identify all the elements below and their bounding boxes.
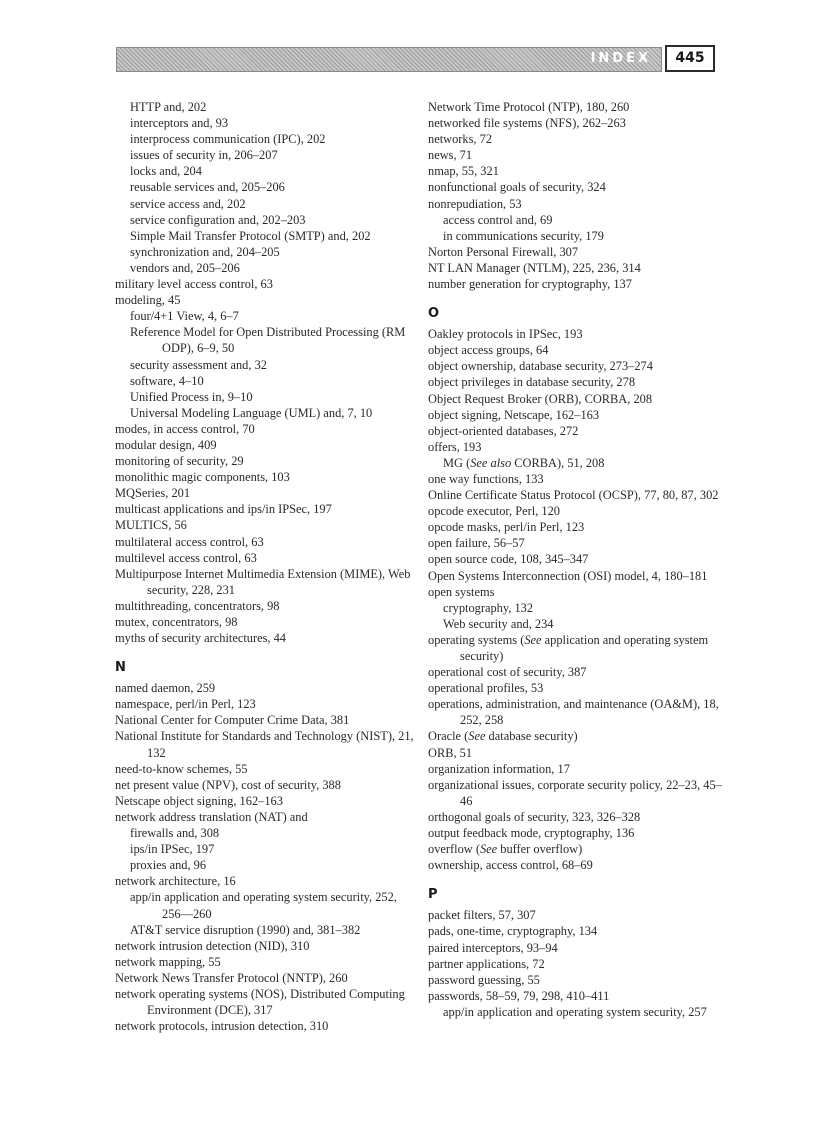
index-entry: object ownership, database security, 273–274 — [428, 359, 653, 374]
index-entry: opcode executor, Perl, 120 — [428, 504, 560, 519]
entry-text: Oracle ( — [428, 729, 469, 744]
index-subentry: ips/in IPSec, 197 — [130, 842, 215, 857]
index-entry: pads, one-time, cryptography, 134 — [428, 924, 598, 939]
index-entry — [428, 632, 728, 664]
index-entry: namespace, perl/in Perl, 123 — [115, 697, 256, 712]
index-entry: need-to-know schemes, 55 — [115, 761, 248, 776]
index-entry: net present value (NPV), cost of security, 388 — [115, 777, 341, 792]
index-subentry: access control and, 69 — [443, 212, 553, 227]
index-subentry: service access and, 202 — [130, 196, 246, 211]
index-subentry: AT&T service disruption (1990) and, 381–382 — [130, 922, 361, 937]
cross-reference: See — [524, 632, 542, 647]
index-entry: object privileges in database security, 278 — [428, 375, 636, 390]
index-entry: NT LAN Manager (NTLM), 225, 236, 314 — [428, 260, 641, 275]
index-subentry: proxies and, 96 — [130, 858, 207, 873]
index-subentry: interceptors and, 93 — [130, 116, 229, 131]
index-entry: network architecture, 16 — [115, 874, 236, 889]
index-entry: myths of security architectures, 44 — [115, 631, 287, 646]
index-entry: ORB, 51 — [428, 745, 473, 760]
index-subentry: locks and, 204 — [130, 164, 202, 179]
index-entry: monitoring of security, 29 — [115, 454, 244, 469]
index-entry: Object Request Broker (ORB), CORBA, 208 — [428, 391, 653, 406]
index-subentry: Universal Modeling Language (UML) and, 7, 10 — [130, 405, 373, 420]
index-entry: operations, administration, and maintenance (OA&M), 18, 252, 258 — [428, 697, 719, 728]
index-entry: network intrusion detection (NID), 310 — [115, 938, 310, 953]
index-entry: orthogonal goals of security, 323, 326–328 — [428, 809, 641, 824]
index-subentry: synchronization and, 204–205 — [130, 244, 280, 259]
index-subentry: firewalls and, 308 — [130, 826, 220, 841]
index-entry: organization information, 17 — [428, 761, 570, 776]
cross-reference: See — [479, 842, 498, 857]
index-column-right — [428, 99, 728, 1020]
index-entry: network protocols, intrusion detection, 310 — [115, 1019, 329, 1034]
section-letter-heading: N — [115, 660, 126, 676]
index-entry: Online Certificate Status Protocol (OCSP), 77, 80, 87, 302 — [428, 488, 719, 503]
index-subentry: Reference Model for Open Distributed Processing (RM ODP), 6–9, 50 — [130, 325, 406, 356]
index-entry: networked file systems (NFS), 262–263 — [428, 116, 626, 131]
index-entry: MULTICS, 56 — [115, 518, 187, 533]
index-subentry: issues of security in, 206–207 — [130, 148, 278, 163]
index-entry: multilevel access control, 63 — [115, 550, 257, 565]
index-entry: modes, in access control, 70 — [115, 421, 255, 436]
index-subentry: interprocess communication (IPC), 202 — [130, 132, 326, 147]
index-entry: partner applications, 72 — [428, 956, 545, 971]
index-entry: modular design, 409 — [115, 437, 217, 452]
entry-text: CORBA), 51, 208 — [511, 455, 605, 470]
index-subentry: in communications security, 179 — [443, 228, 604, 243]
index-entry: operational cost of security, 387 — [428, 665, 587, 680]
running-head-label: INDEX — [590, 51, 651, 66]
index-entry: multicast applications and ips/in IPSec, 197 — [115, 502, 332, 517]
index-entry: modeling, 45 — [115, 293, 181, 308]
index-subentry: security assessment and, 32 — [130, 357, 267, 372]
index-subentry: cryptography, 132 — [443, 600, 534, 615]
index-entry: object-oriented databases, 272 — [428, 423, 579, 438]
entry-text: overflow ( — [428, 842, 480, 857]
index-entry: open systems — [428, 584, 495, 599]
index-entry — [428, 841, 728, 857]
index-subentry: Simple Mail Transfer Protocol (SMTP) and, 202 — [130, 228, 371, 243]
index-entry: ownership, access control, 68–69 — [428, 858, 593, 873]
index-entry: network address translation (NAT) and — [115, 809, 308, 824]
index-entry: network mapping, 55 — [115, 954, 221, 969]
entry-text: operating systems ( — [428, 632, 525, 647]
index-entry: one way functions, 133 — [428, 471, 544, 486]
index-entry: named daemon, 259 — [115, 681, 216, 696]
index-subentry: service configuration and, 202–203 — [130, 212, 306, 227]
entry-text: MG ( — [443, 455, 471, 470]
index-entry: operational profiles, 53 — [428, 681, 544, 696]
index-entry: monolithic magic components, 103 — [115, 470, 290, 485]
cross-reference: See — [468, 729, 486, 744]
index-subentry: software, 4–10 — [130, 373, 204, 388]
index-entry: MQSeries, 201 — [115, 486, 191, 501]
index-entry: Oakley protocols in IPSec, 193 — [428, 327, 583, 342]
index-header-band — [116, 47, 662, 72]
index-entry: offers, 193 — [428, 439, 482, 454]
index-entry: news, 71 — [428, 148, 473, 163]
section-letter-heading: O — [428, 306, 440, 322]
index-entry: passwords, 58–59, 79, 298, 410–411 — [428, 988, 610, 1003]
index-subentry: Web security and, 234 — [443, 616, 554, 631]
index-entry: Norton Personal Firewall, 307 — [428, 244, 579, 259]
index-entry: National Center for Computer Crime Data, 381 — [115, 713, 350, 728]
index-entry: multithreading, concentrators, 98 — [115, 598, 280, 613]
index-entry: National Institute for Standards and Technology (NIST), 21, 132 — [115, 729, 414, 760]
index-entry: Open Systems Interconnection (OSI) model, 4, 180–181 — [428, 568, 708, 583]
entry-text: buffer overflow) — [497, 842, 583, 857]
index-entry: open source code, 108, 345–347 — [428, 552, 589, 567]
section-letter-heading: P — [428, 887, 438, 903]
entry-text: database security) — [485, 729, 578, 744]
index-column-left — [115, 99, 415, 1034]
index-entry: nonfunctional goals of security, 324 — [428, 180, 606, 195]
index-entry: Multipurpose Internet Multimedia Extension (MIME), Web security, 228, 231 — [115, 566, 411, 597]
index-entry: paired interceptors, 93–94 — [428, 940, 558, 955]
index-entry: number generation for cryptography, 137 — [428, 277, 632, 292]
index-entry: packet filters, 57, 307 — [428, 908, 536, 923]
index-entry: multilateral access control, 63 — [115, 534, 264, 549]
index-subentry: app/in application and operating system security, 252, 256—260 — [130, 890, 397, 921]
index-entry — [428, 728, 728, 744]
index-entry: networks, 72 — [428, 132, 493, 147]
index-entry: password guessing, 55 — [428, 972, 540, 987]
index-entry: mutex, concentrators, 98 — [115, 615, 238, 629]
index-entry: object signing, Netscape, 162–163 — [428, 407, 600, 422]
index-entry: nmap, 55, 321 — [428, 164, 499, 179]
index-entry: opcode masks, perl/in Perl, 123 — [428, 520, 585, 535]
index-subentry — [428, 455, 728, 471]
index-subentry: HTTP and, 202 — [130, 100, 207, 114]
index-entry: nonrepudiation, 53 — [428, 196, 522, 211]
index-entry: Network News Transfer Protocol (NNTP), 260 — [115, 970, 348, 985]
page-number: 445 — [665, 45, 715, 72]
index-entry: Netscape object signing, 162–163 — [115, 793, 283, 808]
index-entry: organizational issues, corporate security policy, 22–23, 45–46 — [428, 777, 722, 808]
index-subentry: Unified Process in, 9–10 — [130, 389, 253, 404]
index-subentry: vendors and, 205–206 — [130, 260, 240, 275]
index-entry: military level access control, 63 — [115, 277, 273, 292]
index-subentry: app/in application and operating system security, 257 — [443, 1004, 707, 1019]
index-entry: output feedback mode, cryptography, 136 — [428, 826, 635, 841]
index-entry: open failure, 56–57 — [428, 536, 525, 551]
index-subentry: four/4+1 View, 4, 6–7 — [130, 309, 239, 324]
index-entry: Network Time Protocol (NTP), 180, 260 — [428, 100, 630, 114]
cross-reference: See also — [470, 455, 512, 470]
index-entry: object access groups, 64 — [428, 343, 549, 358]
index-subentry: reusable services and, 205–206 — [130, 180, 285, 195]
entry-text: application and operating system security) — [460, 632, 709, 663]
index-entry: network operating systems (NOS), Distributed Computing Environment (DCE), 317 — [115, 986, 405, 1018]
